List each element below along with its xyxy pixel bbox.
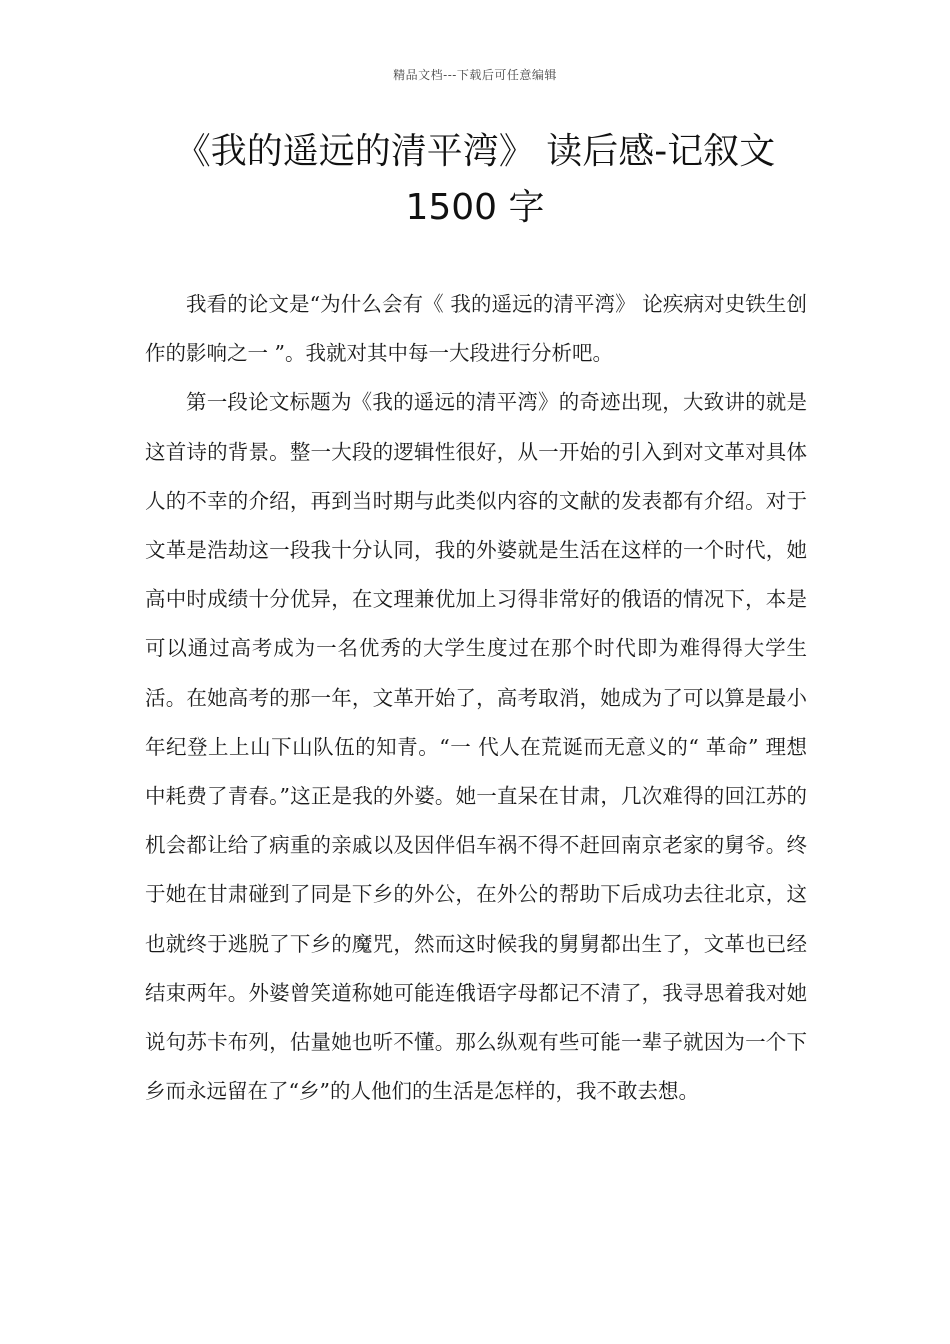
document-body (145, 280, 807, 1116)
title-line-2: 1500 字 (405, 187, 545, 228)
title-line-1: 《我的遥远的清平湾》 读后感-记叙文 (174, 131, 776, 172)
paragraph-2: 第一段论文标题为《我的遥远的清平湾》的奇迹出现，大致讲的就是这首诗的背景。整一大段的逻辑性很好，从一开始的引入到对文革对具体人的不幸的介绍，再到当时期与此类似内容的文献的发表都有介绍。对于文革是浩劫这一段我十分认同，我的外婆就是生活在这样的一个时代，她高中时成绩十分优异，在文理兼优加上习得非常好的俄语的情况下，本是可以通过高考成为一名优秀的大学生度过在那个时代即为难得得大学生活。在她高考的那一年，文革开始了，高考取消，她成为了可以算是最小年纪登上上山下山队伍的知青。“一 代人在荒诞而无意义的“ 革命” 理想中耗费了青春。”这正是我的外婆。她一直呆在甘肃，几次难得的回江苏的机会都让给了病重的亲戚以及因伴侣车祸不得不赶回南京老家的舅爷。终于她在甘肃碰到了同是下乡的外公，在外公的帮助下后成功去往北京，这也就终于逃脱了下乡的魔咒，然而这时候我的舅舅都出生了，文革也已经结束两年。外婆曾笑道称她可能连俄语字母都记不清了，我寻思着我对她说句苏卡布列，估量她也听不懂。那么纵观有些可能一辈子就因为一个下乡而永远留在了“乡”的人他们的生活是怎样的，我不敢去想。 (145, 390, 807, 1104)
paragraph-1: 我看的论文是“为什么会有《 我的遥远的清平湾》 论疾病对史铁生创作的影响之一 ”。我就对其中每一大段进行分析吧。 (145, 292, 807, 366)
document-title (100, 124, 850, 236)
header-note: 精品文档---下载后可任意编辑 (393, 68, 557, 82)
